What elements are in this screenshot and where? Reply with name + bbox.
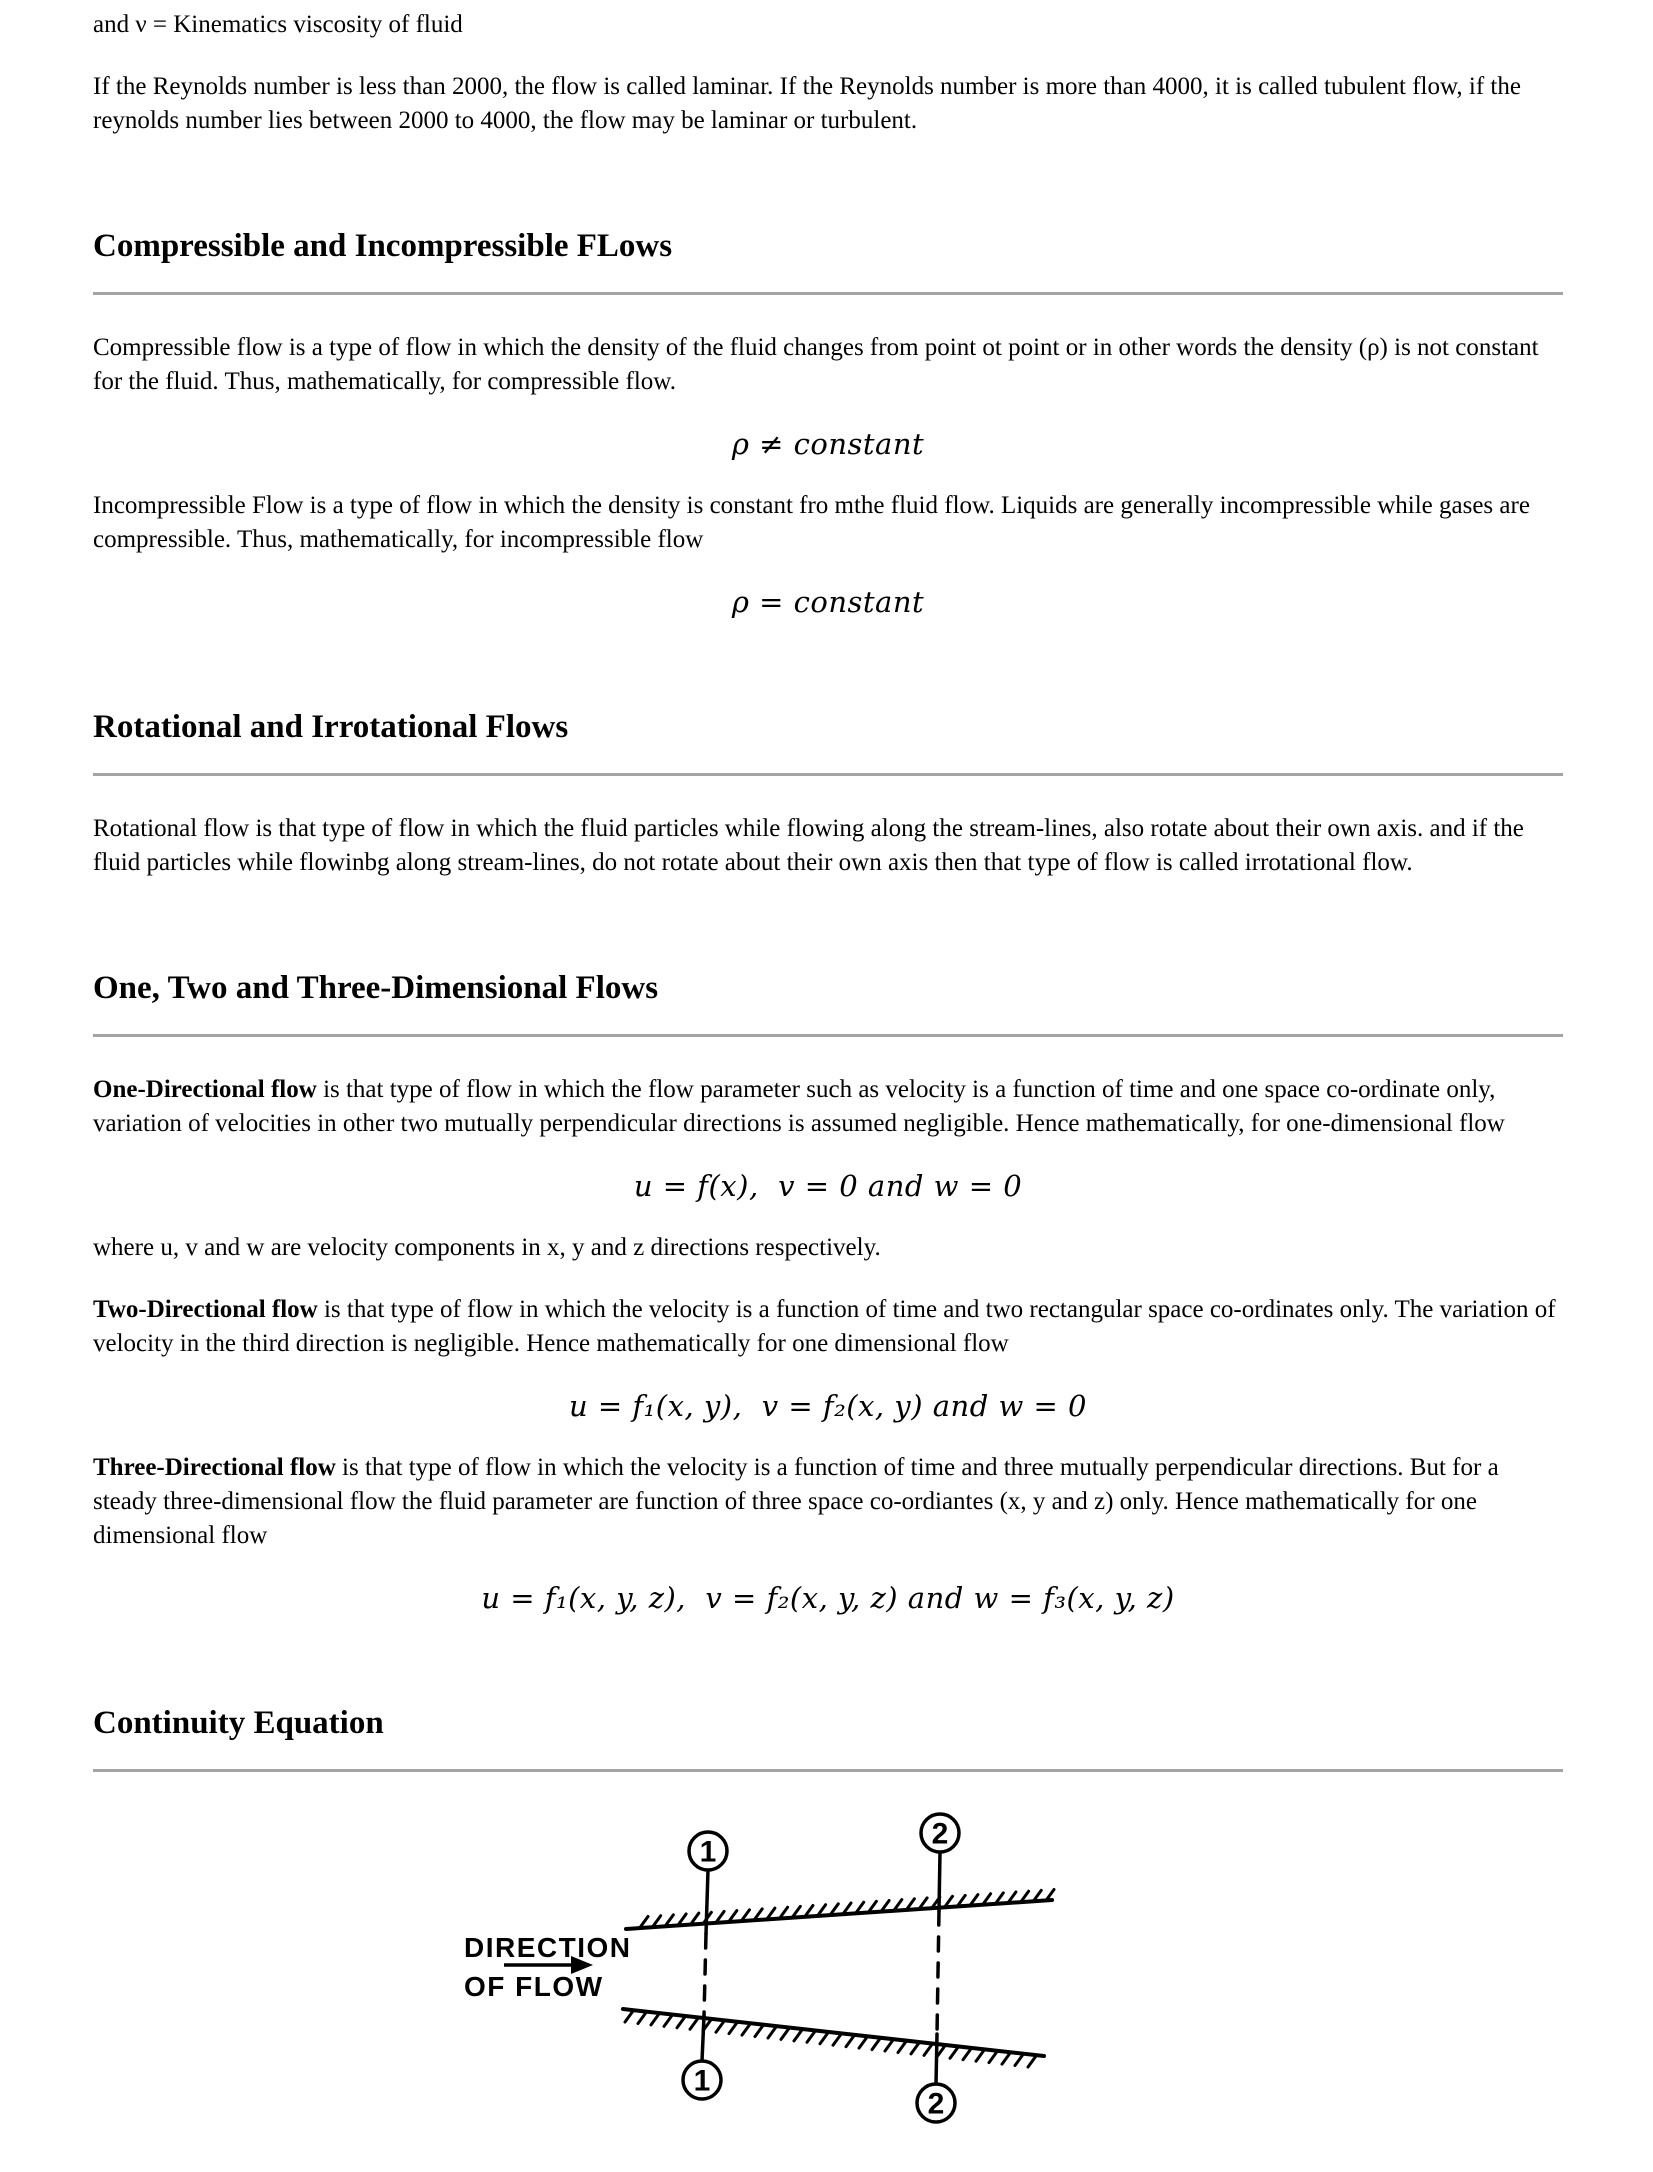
- flow-channel-figure: [440, 1808, 1060, 2135]
- formula-one-dimensional: u = f(x), v = 0 and w = 0: [633, 1169, 1023, 1203]
- three-directional-text: is that type of flow in which the velocity is a function of time and three mutually perpendicular directions. But for a steady three-dimensional flow the fluid parameter are function of three space co-ordiantes (x, y and z) only. Hence mathematically for one dimensional flow: [93, 1454, 1499, 1549]
- section-2-line-dashed: [937, 1911, 939, 2034]
- section-1-marker-top-number: 1: [699, 1835, 717, 1869]
- paragraph-velocity-components: where u, v and w are velocity components in x, y and z directions respectively.: [93, 1234, 881, 1261]
- formula-rho-constant: ρ = constant: [731, 585, 925, 619]
- section-1-line-lower: [702, 2016, 704, 2061]
- continuity-flow-diagram: [440, 1808, 1563, 2142]
- section-divider: [93, 1769, 1563, 1772]
- section-2-marker-bottom-number: 2: [927, 2087, 945, 2121]
- one-directional-text: is that type of flow in which the flow parameter such as velocity is a function of time and one space co-ordinate only, variation of velocities in other two mutually perpendicular directions is assumed negligible. Hence mathematically, for one-dimensional flow: [93, 1076, 1505, 1137]
- paragraph-rotational: Rotational flow is that type of flow in which the fluid particles while flowing along the stream-lines, also rotate about their own axis. and if the fluid particles while flowinbg along stream-lines, do not rotate about their own axis then that type of flow is called irrotational flow.: [93, 815, 1524, 876]
- section-divider: [93, 1034, 1563, 1037]
- formula-two-dimensional: u = f₁(x, y), v = f₂(x, y) and w = 0: [569, 1389, 1087, 1423]
- section-1-marker-bottom-number: 1: [693, 2064, 711, 2098]
- paragraph-compressible: Compressible flow is a type of flow in which the density of the fluid changes from point ot point or in other words the density (ρ) is not constant for the fluid. Thus, mathematically, for compressible flow.: [93, 334, 1539, 395]
- one-directional-lead: One-Directional flow: [93, 1076, 317, 1103]
- section-heading-continuity-equation: Continuity Equation: [93, 1705, 384, 1741]
- bottom-wall-hatching: [625, 2011, 1036, 2067]
- paragraph-incompressible: Incompressible Flow is a type of flow in which the density is constant fro mthe fluid flow. Liquids are generally incompressible while gases are compressible. Thus, mathematically, for incompressible flow: [93, 492, 1530, 553]
- section-heading-dimensional-flows: One, Two and Three-Dimensional Flows: [93, 970, 659, 1006]
- section-2-marker-top-number: 2: [931, 1817, 949, 1851]
- two-directional-text: is that type of flow in which the velocity is a function of time and two rectangular space co-ordinates only. The variation of velocity in the third direction is negligible. Hence mathematically for one dimensional flow: [93, 1296, 1556, 1357]
- section-heading-compressible-flows: Compressible and Incompressible FLows: [93, 228, 673, 264]
- top-wall-hatching: [640, 1890, 1054, 1928]
- formula-rho-not-constant: ρ ≠ constant: [731, 427, 925, 461]
- section-1-line-dashed: [704, 1934, 706, 2016]
- intro-line: and ν = Kinematics viscosity of fluid: [93, 11, 463, 38]
- formula-three-dimensional: u = f₁(x, y, z), v = f₂(x, y, z) and w = f₃(x, y, z): [481, 1581, 1175, 1615]
- three-directional-lead: Three-Directional flow: [93, 1454, 336, 1481]
- section-heading-rotational-flows: Rotational and Irrotational Flows: [93, 709, 569, 745]
- paragraph-one-directional: [93, 1073, 1563, 1141]
- direction-of-flow-label-line1: DIRECTION: [464, 1932, 632, 1963]
- direction-of-flow-label-line2: OF FLOW: [464, 1971, 604, 2002]
- paragraph-three-directional: [93, 1451, 1563, 1553]
- section-2-line-upper: [939, 1852, 940, 1911]
- two-directional-lead: Two-Directional flow: [93, 1296, 318, 1323]
- section-divider: [93, 292, 1563, 295]
- paragraph-two-directional: [93, 1293, 1563, 1361]
- intro-paragraph: If the Reynolds number is less than 2000, the flow is called laminar. If the Reynolds number is more than 4000, it is called tubulent flow, if the reynolds number lies between 2000 to 4000, the flow may be laminar or turbulent.: [93, 73, 1521, 134]
- section-divider: [93, 773, 1563, 776]
- section-2-line-lower: [936, 2034, 937, 2084]
- section-1-line-upper: [706, 1870, 708, 1934]
